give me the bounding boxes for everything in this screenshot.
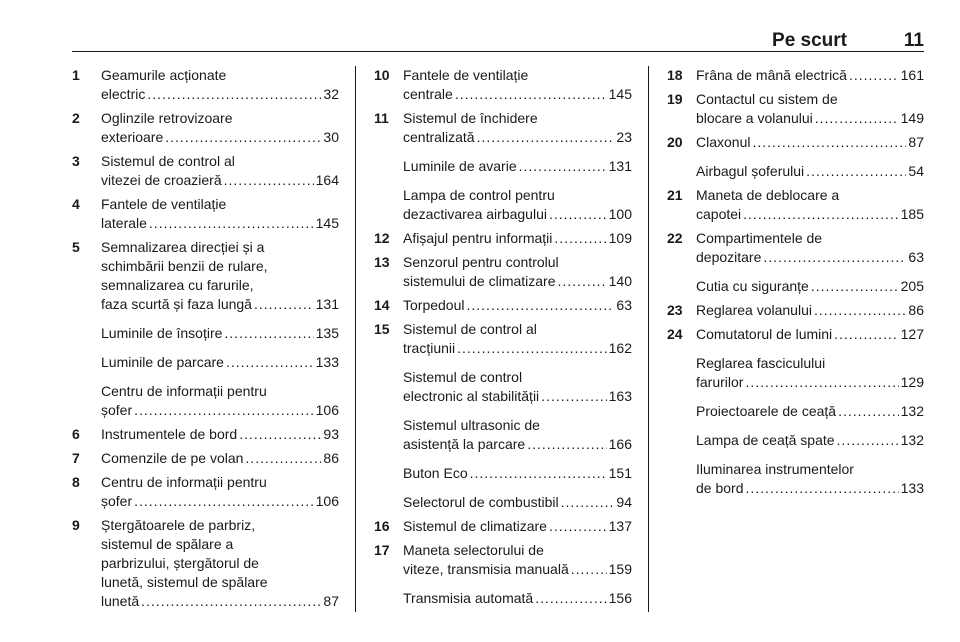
page-reference[interactable]: 106 (315, 493, 339, 509)
page-reference[interactable]: 135 (315, 325, 339, 341)
entry-text: capotei (696, 206, 742, 222)
dot-leader (554, 229, 606, 248)
dot-leader (149, 214, 314, 233)
index-entry (667, 460, 924, 498)
entry-last-line (403, 339, 632, 358)
entry-text: schimbării benzii de rulare, (101, 258, 268, 274)
entry-text: Centru de informații pentru (101, 474, 267, 490)
page-reference[interactable]: 132 (900, 403, 924, 419)
entry-text: Reglarea fasciculului (696, 355, 826, 371)
dot-leader (527, 435, 606, 454)
entry-last-line (696, 479, 924, 498)
column-divider (355, 66, 356, 612)
item-number: 9 (72, 517, 80, 533)
item-number: 12 (374, 230, 390, 246)
index-entry (667, 66, 924, 85)
index-entry (72, 238, 339, 314)
index-entry (667, 301, 924, 320)
index-entry (374, 589, 632, 608)
entry-text: blocare a volanului (696, 110, 813, 126)
page-reference[interactable]: 109 (608, 230, 632, 246)
item-number: 5 (72, 239, 80, 255)
page-reference[interactable]: 205 (900, 278, 924, 294)
entry-last-line (101, 128, 339, 147)
entry-text: asistență la parcare (403, 436, 526, 452)
dot-leader (745, 479, 898, 498)
entry-last-line (696, 162, 924, 181)
item-number: 14 (374, 297, 390, 313)
entry-text: Luminile de avarie (403, 158, 517, 174)
index-entry (72, 382, 339, 420)
entry-last-line (403, 560, 632, 579)
entry-text: Luminile de însoțire (101, 325, 223, 341)
index-entry (667, 90, 924, 128)
entry-text: depozitare (696, 249, 762, 265)
dot-leader (147, 85, 321, 104)
entry-text: șofer (101, 493, 133, 509)
entry-last-line (696, 277, 924, 296)
entry-text: Comutatorul de lumini (696, 326, 833, 342)
entry-last-line (696, 325, 924, 344)
dot-leader (752, 133, 906, 152)
page-reference[interactable]: 94 (616, 494, 632, 510)
index-entry (374, 109, 632, 147)
entry-text: tracțiunii (403, 340, 456, 356)
page-reference[interactable]: 106 (315, 402, 339, 418)
entry-text: Sistemul de închidere (403, 110, 538, 126)
entry-text: Lampa de control pentru (403, 187, 555, 203)
index-entry (374, 541, 632, 579)
index-entry (72, 425, 339, 444)
index-entry (72, 195, 339, 233)
item-number: 10 (374, 67, 390, 83)
entry-last-line (101, 449, 339, 468)
entry-last-line (101, 171, 339, 190)
item-number: 4 (72, 196, 80, 212)
entry-last-line (101, 401, 339, 420)
entry-text: Sistemul ultrasonic de (403, 417, 540, 433)
dot-leader (245, 449, 321, 468)
page-reference[interactable]: 23 (616, 129, 632, 145)
dot-leader (815, 109, 899, 128)
entry-last-line (696, 133, 924, 152)
index-column-2 (374, 66, 632, 613)
index-entry (374, 229, 632, 248)
entry-text: Oglinzile retrovizoare (101, 110, 233, 126)
entry-last-line (696, 301, 924, 320)
page-reference[interactable]: 131 (315, 296, 339, 312)
dot-leader (226, 353, 314, 372)
index-entry (72, 473, 339, 511)
entry-last-line (101, 492, 339, 511)
page-reference[interactable]: 133 (315, 354, 339, 370)
dot-leader (457, 339, 607, 358)
entry-last-line (403, 464, 632, 483)
dot-leader (838, 402, 899, 421)
entry-last-line (403, 157, 632, 176)
index-entry (72, 66, 339, 104)
dot-leader (745, 373, 898, 392)
index-entry (667, 229, 924, 267)
index-entry (72, 516, 339, 611)
entry-text: farurilor (696, 374, 744, 390)
page-header (0, 0, 960, 52)
item-number: 7 (72, 450, 80, 466)
entry-text: Airbagul șoferului (696, 163, 805, 179)
item-number: 13 (374, 254, 390, 270)
entry-text: Cutia cu siguranțe (696, 278, 809, 294)
entry-text: șofer (101, 402, 133, 418)
entry-text: Fantele de ventilație (403, 67, 529, 83)
dot-leader (561, 493, 615, 512)
page-reference[interactable]: 54 (908, 163, 924, 179)
dot-leader (141, 592, 321, 611)
dot-leader (470, 464, 607, 483)
entry-text: Buton Eco (403, 465, 468, 481)
index-entry (667, 354, 924, 392)
entry-last-line (403, 272, 632, 291)
entry-text: Maneta de deblocare a (696, 187, 840, 203)
page-reference[interactable]: 86 (908, 302, 924, 318)
entry-last-line (696, 373, 924, 392)
page-reference[interactable]: 100 (608, 206, 632, 222)
entry-text: Torpedoul (403, 297, 465, 313)
item-number: 3 (72, 153, 80, 169)
item-number: 16 (374, 518, 390, 534)
entry-text: sistemului de climatizare (403, 273, 556, 289)
page-reference[interactable]: 162 (608, 340, 632, 356)
item-number: 2 (72, 110, 80, 126)
entry-text: Contactul cu sistem de (696, 91, 838, 107)
entry-last-line (403, 128, 632, 147)
section-title: Pe scurt (772, 30, 847, 51)
page-reference[interactable]: 151 (608, 465, 632, 481)
dot-leader (549, 517, 607, 536)
entry-text: Compartimentele de (696, 230, 823, 246)
item-number: 15 (374, 321, 390, 337)
page-reference[interactable]: 63 (908, 249, 924, 265)
page-reference[interactable]: 145 (608, 86, 632, 102)
entry-text: laterale (101, 215, 147, 231)
entry-last-line (403, 229, 632, 248)
dot-leader (558, 272, 607, 291)
page-reference[interactable]: 87 (323, 593, 339, 609)
entry-last-line (101, 214, 339, 233)
page-reference[interactable]: 127 (900, 326, 924, 342)
dot-leader (455, 85, 607, 104)
item-number: 1 (72, 67, 80, 83)
entry-last-line (101, 295, 339, 314)
page-reference[interactable]: 93 (323, 426, 339, 442)
dot-leader (763, 248, 906, 267)
page-reference[interactable]: 131 (608, 158, 632, 174)
index-entry (374, 157, 632, 176)
entry-text: Luminile de parcare (101, 354, 224, 370)
dot-leader (834, 325, 898, 344)
dot-leader (541, 387, 606, 406)
item-number: 8 (72, 474, 80, 490)
item-number: 11 (374, 110, 389, 126)
page-reference[interactable]: 63 (616, 297, 632, 313)
entry-text: Senzorul pentru controlul (403, 254, 559, 270)
entry-text: Centru de informații pentru (101, 383, 267, 399)
entry-text: Fantele de ventilație (101, 196, 227, 212)
index-entry (667, 277, 924, 296)
index-column-1 (72, 66, 339, 616)
index-entry (72, 324, 339, 343)
item-number: 19 (667, 91, 683, 107)
entry-last-line (101, 85, 339, 104)
entry-text: Proiectoarele de ceață (696, 403, 837, 419)
dot-leader (806, 162, 906, 181)
page-reference[interactable]: 32 (323, 86, 339, 102)
entry-last-line (696, 205, 924, 224)
index-entry (374, 66, 632, 104)
entry-last-line (403, 517, 632, 536)
dot-leader (134, 492, 314, 511)
page-number: 11 (903, 30, 924, 51)
entry-text: Transmisia automată (403, 590, 534, 606)
dot-leader (571, 560, 607, 579)
page-reference[interactable]: 137 (608, 518, 632, 534)
entry-text: Afișajul pentru informații (403, 230, 553, 246)
item-number: 20 (667, 134, 683, 150)
index-entry (374, 493, 632, 512)
entry-text: de bord (696, 480, 744, 496)
page-reference[interactable]: 86 (323, 450, 339, 466)
page-reference[interactable]: 140 (608, 273, 632, 289)
dot-leader (549, 205, 607, 224)
entry-last-line (101, 592, 339, 611)
entry-text: Instrumentele de bord (101, 426, 238, 442)
entry-text: Lampa de ceață spate (696, 432, 835, 448)
column-divider (648, 66, 649, 612)
page-reference[interactable]: 161 (900, 67, 924, 83)
item-number: 6 (72, 426, 80, 442)
entry-last-line (403, 589, 632, 608)
item-number: 24 (667, 326, 683, 342)
page-reference[interactable]: 159 (608, 561, 632, 577)
entry-text: Iluminarea instrumentelor (696, 461, 854, 477)
entry-text: exterioare (101, 129, 164, 145)
item-number: 23 (667, 302, 683, 318)
dot-leader (743, 205, 898, 224)
page-reference[interactable]: 185 (900, 206, 924, 222)
entry-last-line (101, 353, 339, 372)
index-entry (374, 186, 632, 224)
page-reference[interactable]: 87 (908, 134, 924, 150)
dot-leader (134, 401, 314, 420)
index-entry (374, 517, 632, 536)
page-reference[interactable]: 129 (900, 374, 924, 390)
dot-leader (467, 296, 615, 315)
entry-last-line (696, 109, 924, 128)
entry-text: Semnalizarea direcției și a (101, 239, 265, 255)
page-reference[interactable]: 156 (608, 590, 632, 606)
entry-last-line (403, 205, 632, 224)
item-number: 17 (374, 542, 390, 558)
page-reference[interactable]: 149 (900, 110, 924, 126)
index-entry (72, 109, 339, 147)
dot-leader (814, 301, 906, 320)
index-entry (667, 402, 924, 421)
index-entry (374, 253, 632, 291)
dot-leader (254, 295, 314, 314)
index-column-3 (667, 66, 924, 503)
entry-last-line (696, 66, 924, 85)
entry-last-line (101, 324, 339, 343)
index-entry (374, 416, 632, 454)
entry-last-line (403, 435, 632, 454)
entry-last-line (696, 248, 924, 267)
entry-text: lunetă (101, 593, 140, 609)
dot-leader (239, 425, 321, 444)
entry-text: electronic al stabilității (403, 388, 540, 404)
index-entry (667, 162, 924, 181)
index-entry (667, 325, 924, 344)
item-number: 18 (667, 67, 683, 83)
entry-last-line (403, 493, 632, 512)
entry-text: viteze, transmisia manuală (403, 561, 569, 577)
entry-text: Claxonul (696, 134, 751, 150)
dot-leader (224, 324, 313, 343)
entry-text: parbrizului, ștergătorul de (101, 555, 259, 571)
entry-text: Frâna de mână electrică (696, 67, 847, 83)
index-entry (72, 152, 339, 190)
dot-leader (224, 171, 314, 190)
entry-last-line (696, 402, 924, 421)
page-reference[interactable]: 145 (315, 215, 339, 231)
page-reference[interactable]: 163 (608, 388, 632, 404)
entry-text: Sistemul de climatizare (403, 518, 547, 534)
entry-last-line (403, 387, 632, 406)
entry-text: sistemul de spălare a (101, 536, 234, 552)
dot-leader (811, 277, 899, 296)
page-reference[interactable]: 133 (900, 480, 924, 496)
index-entry (374, 320, 632, 358)
index-entry (667, 133, 924, 152)
entry-text: faza scurtă și faza lungă (101, 296, 252, 312)
dot-leader (519, 157, 607, 176)
entry-text: Maneta selectorului de (403, 542, 544, 558)
entry-text: Geamurile acționate (101, 67, 227, 83)
dot-leader (165, 128, 321, 147)
entry-text: Sistemul de control al (403, 321, 537, 337)
index-entry (72, 353, 339, 372)
item-number: 21 (667, 187, 683, 203)
entry-text: vitezei de croazieră (101, 172, 222, 188)
entry-text: semnalizarea cu farurile, (101, 277, 254, 293)
index-entry (374, 296, 632, 315)
index-entry (374, 368, 632, 406)
entry-text: dezactivarea airbagului (403, 206, 547, 222)
index-entry (72, 449, 339, 468)
entry-text: centrale (403, 86, 453, 102)
header-rule (72, 51, 924, 52)
entry-text: Sistemul de control (403, 369, 523, 385)
entry-text: Sistemul de control al (101, 153, 235, 169)
page-reference[interactable]: 132 (900, 432, 924, 448)
index-entry (667, 186, 924, 224)
entry-text: lunetă, sistemul de spălare (101, 574, 268, 590)
entry-last-line (403, 296, 632, 315)
entry-last-line (403, 85, 632, 104)
page-reference[interactable]: 164 (315, 172, 339, 188)
dot-leader (837, 431, 899, 450)
dot-leader (849, 66, 899, 85)
entry-text: electric (101, 86, 146, 102)
page-reference[interactable]: 30 (323, 129, 339, 145)
entry-text: Selectorul de combustibil (403, 494, 559, 510)
entry-text: Comenzile de pe volan (101, 450, 244, 466)
index-entry (374, 464, 632, 483)
dot-leader (535, 589, 606, 608)
dot-leader (477, 128, 615, 147)
entry-text: Reglarea volanului (696, 302, 812, 318)
page-reference[interactable]: 166 (608, 436, 632, 452)
entry-last-line (696, 431, 924, 450)
entry-last-line (101, 425, 339, 444)
entry-text: centralizată (403, 129, 475, 145)
item-number: 22 (667, 230, 683, 246)
index-entry (667, 431, 924, 450)
entry-text: Ștergătoarele de parbriz, (101, 517, 256, 533)
